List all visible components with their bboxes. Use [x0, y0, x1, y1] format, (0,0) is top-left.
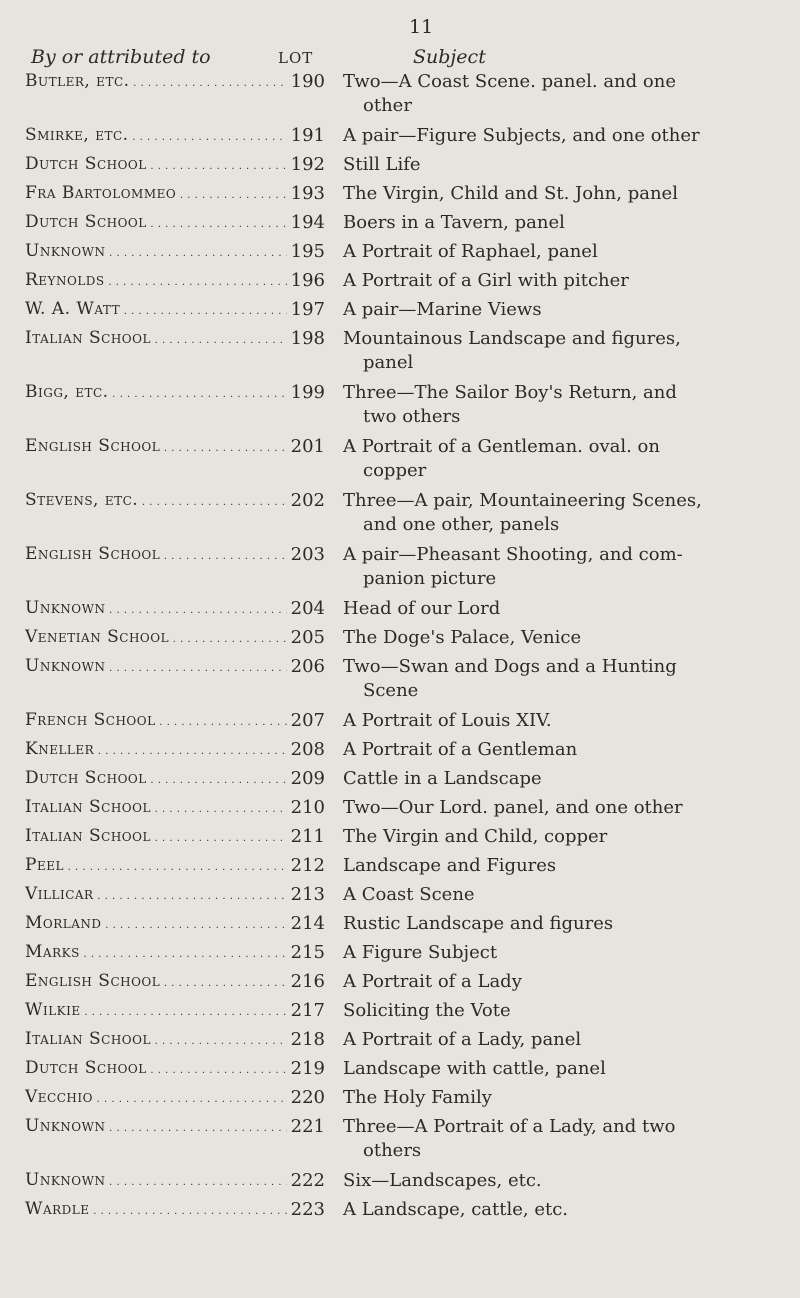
lot-entry [0, 381, 800, 435]
lot-entry [0, 211, 800, 240]
lot-entry [0, 883, 800, 912]
artist-name: Dutch School . . . [25, 1057, 287, 1082]
subject-text [343, 381, 783, 429]
subject-text [343, 1086, 783, 1110]
artist-name: Italian School . . . [25, 1028, 287, 1053]
artist-name: Unknown . . . [25, 597, 287, 622]
subject-line: A Portrait of Louis XIV. [343, 710, 552, 731]
subject-text [343, 738, 783, 762]
lot-entry [0, 182, 800, 211]
subject-line: A Portrait of a Girl with pitcher [343, 270, 629, 291]
subject-text [343, 1169, 783, 1193]
lot-entry [0, 240, 800, 269]
artist-name: Peel . . . [25, 854, 287, 879]
lot-entry [0, 941, 800, 970]
subject-text [343, 327, 783, 375]
lot-entry [0, 970, 800, 999]
artist-name: Unknown . . . [25, 655, 287, 680]
subject-continuation: panion picture [363, 568, 497, 589]
lot-number: 219 [290, 1058, 325, 1079]
lot-number: 218 [290, 1029, 325, 1050]
artist-name: Smirke, etc. . . . [25, 124, 287, 149]
subject-text [343, 970, 783, 994]
subject-text [343, 626, 783, 650]
lot-entry [0, 1169, 800, 1198]
subject-line: Landscape with cattle, panel [343, 1058, 606, 1079]
lot-number: 223 [290, 1199, 325, 1220]
artist-name: Wilkie . . . [25, 999, 287, 1024]
artist-name: Bigg, etc. . . . [25, 381, 287, 406]
subject-text [343, 941, 783, 965]
subject-text [343, 543, 783, 591]
subject-line: A Figure Subject [343, 942, 498, 963]
lot-entry [0, 767, 800, 796]
subject-continuation: and one other, panels [363, 514, 560, 535]
subject-text [343, 211, 783, 235]
lot-number: 205 [290, 627, 325, 648]
lot-number: 201 [290, 436, 325, 457]
subject-line: The Virgin and Child, copper [343, 826, 608, 847]
subject-continuation: Scene [363, 680, 419, 701]
lot-entry [0, 489, 800, 543]
lot-entry [0, 1086, 800, 1115]
subject-line: A Coast Scene [343, 884, 475, 905]
artist-name: Italian School . . . [25, 796, 287, 821]
subject-text [343, 240, 783, 264]
subject-column-header: Subject [413, 46, 486, 68]
lot-entry [0, 435, 800, 489]
artist-name: Unknown . . . [25, 1115, 287, 1140]
subject-line: A Portrait of a Lady, panel [343, 1029, 582, 1050]
subject-line: Still Life [343, 154, 421, 175]
lot-number: 193 [290, 183, 325, 204]
artist-name: English School . . . [25, 970, 287, 995]
lot-entry [0, 738, 800, 767]
subject-text [343, 597, 783, 621]
artist-name: Butler, etc. . . . [25, 70, 287, 95]
subject-text [343, 298, 783, 322]
subject-line: A pair—Pheasant Shooting, and com- [343, 544, 683, 565]
lot-number: 199 [290, 382, 325, 403]
lot-entry [0, 327, 800, 381]
subject-text [343, 854, 783, 878]
lot-entry [0, 825, 800, 854]
lot-number: 211 [290, 826, 325, 847]
lot-number: 215 [290, 942, 325, 963]
lot-entry [0, 543, 800, 597]
subject-text [343, 825, 783, 849]
subject-line: Head of our Lord [343, 598, 501, 619]
subject-text [343, 182, 783, 206]
subject-text [343, 999, 783, 1023]
subject-continuation: others [363, 1140, 422, 1161]
lot-number: 206 [290, 656, 325, 677]
subject-text [343, 912, 783, 936]
subject-continuation: other [363, 95, 412, 116]
lot-number: 191 [290, 125, 325, 146]
artist-name: Dutch School . . . [25, 767, 287, 792]
column-headers [0, 46, 800, 70]
artist-name: W. A. Watt . . . [25, 298, 287, 323]
artist-name: Dutch School . . . [25, 211, 287, 236]
lot-entry [0, 854, 800, 883]
subject-text [343, 796, 783, 820]
artist-name: Vecchio . . . [25, 1086, 287, 1111]
artist-name: French School . . . [25, 709, 287, 734]
lot-list [0, 70, 800, 1227]
subject-text [343, 435, 783, 483]
lot-entry [0, 796, 800, 825]
subject-line: Two—Our Lord. panel, and one other [343, 797, 683, 818]
lot-column-header: LOT [278, 49, 314, 67]
lot-number: 198 [290, 328, 325, 349]
artist-name: Fra Bartolommeo . . . [25, 182, 287, 207]
subject-text [343, 124, 783, 148]
artist-column-header: By or attributed to [31, 46, 211, 68]
lot-number: 207 [290, 710, 325, 731]
subject-line: Landscape and Figures [343, 855, 557, 876]
subject-text [343, 655, 783, 703]
subject-line: A Portrait of Raphael, panel [343, 241, 598, 262]
lot-number: 194 [290, 212, 325, 233]
lot-entry [0, 153, 800, 182]
artist-name: Morland . . . [25, 912, 287, 937]
artist-name: Kneller . . . [25, 738, 287, 763]
lot-entry [0, 298, 800, 327]
subject-line: Six—Landscapes, etc. [343, 1170, 542, 1191]
lot-number: 220 [290, 1087, 325, 1108]
subject-line: The Doge's Palace, Venice [343, 627, 582, 648]
lot-entry [0, 124, 800, 153]
lot-number: 213 [290, 884, 325, 905]
artist-name: Italian School . . . [25, 825, 287, 850]
lot-number: 202 [290, 490, 325, 511]
lot-entry [0, 70, 800, 124]
lot-number: 217 [290, 1000, 325, 1021]
subject-text [343, 883, 783, 907]
subject-text [343, 709, 783, 733]
lot-entry [0, 1028, 800, 1057]
lot-number: 203 [290, 544, 325, 565]
subject-line: Three—A Portrait of a Lady, and two [343, 1116, 676, 1137]
subject-line: Two—Swan and Dogs and a Hunting [343, 656, 677, 677]
subject-continuation: two others [363, 406, 461, 427]
subject-line: Soliciting the Vote [343, 1000, 511, 1021]
subject-line: A Portrait of a Gentleman [343, 739, 578, 760]
lot-entry [0, 1198, 800, 1227]
lot-entry [0, 269, 800, 298]
subject-line: Three—A pair, Mountaineering Scenes, [343, 490, 702, 511]
subject-line: A Portrait of a Gentleman. oval. on [343, 436, 660, 457]
lot-number: 221 [290, 1116, 325, 1137]
lot-number: 216 [290, 971, 325, 992]
artist-name: Venetian School . . . [25, 626, 287, 651]
subject-text [343, 767, 783, 791]
subject-text [343, 1028, 783, 1052]
subject-continuation: copper [363, 460, 427, 481]
lot-number: 222 [290, 1170, 325, 1191]
lot-entry [0, 999, 800, 1028]
lot-number: 214 [290, 913, 325, 934]
subject-line: A pair—Figure Subjects, and one other [343, 125, 700, 146]
artist-name: Villicar . . . [25, 883, 287, 908]
subject-text [343, 153, 783, 177]
subject-line: Three—The Sailor Boy's Return, and [343, 382, 677, 403]
subject-text [343, 1057, 783, 1081]
subject-text [343, 70, 783, 118]
lot-number: 192 [290, 154, 325, 175]
lot-entry [0, 1057, 800, 1086]
artist-name: Italian School . . . [25, 327, 287, 352]
lot-number: 209 [290, 768, 325, 789]
lot-entry [0, 709, 800, 738]
lot-number: 196 [290, 270, 325, 291]
subject-line: Mountainous Landscape and figures, [343, 328, 681, 349]
lot-number: 208 [290, 739, 325, 760]
page-number: 11 [409, 16, 434, 38]
lot-number: 210 [290, 797, 325, 818]
lot-number: 197 [290, 299, 325, 320]
subject-line: A pair—Marine Views [343, 299, 542, 320]
artist-name: English School . . . [25, 435, 287, 460]
lot-entry [0, 1115, 800, 1169]
artist-name: Dutch School . . . [25, 153, 287, 178]
subject-line: Boers in a Tavern, panel [343, 212, 565, 233]
subject-line: Cattle in a Landscape [343, 768, 542, 789]
lot-number: 212 [290, 855, 325, 876]
lot-entry [0, 597, 800, 626]
lot-number: 190 [290, 71, 325, 92]
subject-line: Rustic Landscape and figures [343, 913, 614, 934]
artist-name: Unknown . . . [25, 1169, 287, 1194]
subject-text [343, 269, 783, 293]
subject-line: The Holy Family [343, 1087, 492, 1108]
artist-name: Unknown . . . [25, 240, 287, 265]
subject-continuation: panel [363, 352, 414, 373]
subject-line: A Landscape, cattle, etc. [343, 1199, 569, 1220]
artist-name: Marks . . . [25, 941, 287, 966]
artist-name: English School . . . [25, 543, 287, 568]
lot-number: 195 [290, 241, 325, 262]
lot-entry [0, 655, 800, 709]
subject-line: Two—A Coast Scene. panel. and one [343, 71, 676, 92]
lot-entry [0, 626, 800, 655]
lot-number: 204 [290, 598, 325, 619]
subject-line: The Virgin, Child and St. John, panel [343, 183, 678, 204]
artist-name: Reynolds . . . [25, 269, 287, 294]
subject-text [343, 489, 783, 537]
subject-text [343, 1115, 783, 1163]
artist-name: Stevens, etc. . . . [25, 489, 287, 514]
lot-entry [0, 912, 800, 941]
subject-line: A Portrait of a Lady [343, 971, 522, 992]
subject-text [343, 1198, 783, 1222]
artist-name: Wardle . . . [25, 1198, 287, 1223]
